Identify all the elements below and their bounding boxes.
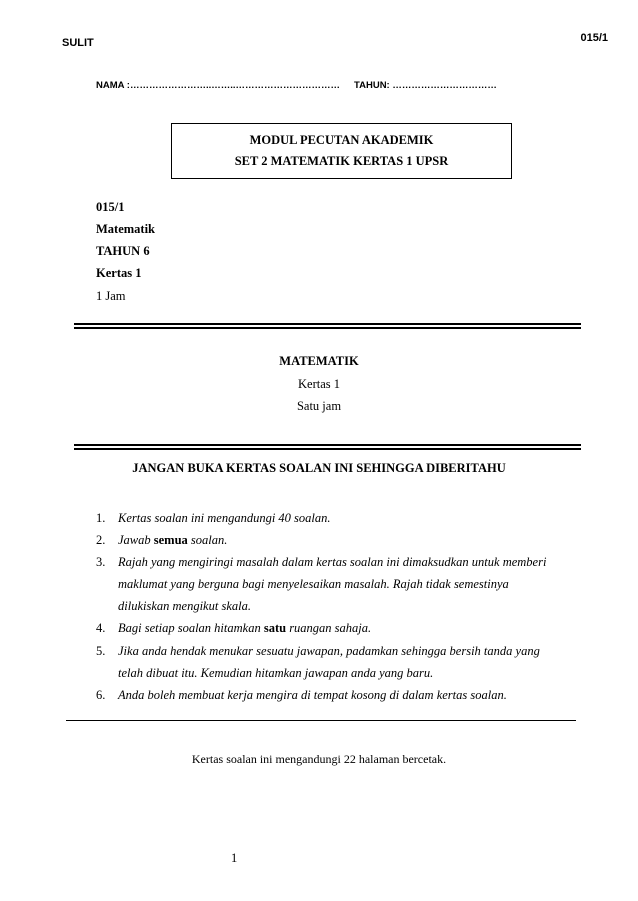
meta-paper: Kertas 1 [96,266,142,280]
instruction-3-cont-2: dilukiskan mengikut skala. [118,599,251,613]
instruction-emphasis: semua [153,533,188,547]
page-number: 1 [231,851,238,865]
meta-subject: Matematik [96,222,156,236]
meta-duration: 1 Jam [96,289,126,303]
name-field-label: NAMA :……………………..……..…………………………… [96,80,341,91]
warning-heading: JANGAN BUKA KERTAS SOALAN INI SEHINGGA DIBERITAHU [132,461,506,475]
instruction-1 [96,511,331,526]
instruction-text-pre: Bagi setiap soalan hitamkan [118,621,264,635]
instruction-number: 3. [96,555,106,569]
center-subject: MATEMATIK [279,354,359,368]
instruction-3 [96,555,546,570]
title-box [171,123,512,179]
single-rule [66,720,576,721]
center-time: Satu jam [296,399,342,413]
instruction-text: Jika anda hendak menukar sesuatu jawapan, padamkan sehingga bersih tanda yang [118,644,540,658]
title-line-1: MODUL PECUTAN AKADEMIK [249,133,434,147]
footer-page-count-note: Kertas soalan ini mengandungi 22 halaman bercetak. [191,752,447,766]
instruction-text: Rajah yang mengiringi masalah dalam kertas soalan ini dimaksudkan untuk memberi [118,555,547,569]
instruction-text-post: soalan. [187,533,228,547]
instruction-emphasis: satu [263,621,287,635]
instruction-4 [96,621,371,636]
instruction-2 [96,533,227,548]
instruction-number: 5. [96,644,106,658]
instruction-text: Anda boleh membuat kerja mengira di tempat kosong di dalam kertas soalan. [118,688,507,702]
meta-code: 015/1 [96,200,125,214]
year-field-label: TAHUN: …………………………… [354,80,497,91]
instruction-number: 4. [96,621,106,635]
instruction-text-post: ruangan sahaja. [286,621,372,635]
double-rule-bottom [74,444,581,450]
instruction-5 [96,644,540,659]
instruction-number: 2. [96,533,106,547]
meta-year: TAHUN 6 [96,244,150,258]
header-sulit: SULIT [62,37,94,49]
student-info-line [96,80,497,91]
center-paper: Kertas 1 [298,377,340,391]
instruction-number: 1. [96,511,106,525]
instruction-text: Kertas soalan ini mengandungi 40 soalan. [118,511,331,525]
instruction-5-cont-1: telah dibuat itu. Kemudian hitamkan jawapan anda yang baru. [118,666,434,680]
instruction-3-cont-1: maklumat yang berguna bagi menyelesaikan masalah. Rajah tidak semestinya [118,577,509,591]
instruction-6 [96,688,507,703]
title-line-2: SET 2 MATEMATIK KERTAS 1 UPSR [234,154,449,168]
header-code: 015/1 [580,32,608,44]
instruction-text-pre: Jawab [118,533,154,547]
double-rule-top [74,323,581,329]
instruction-number: 6. [96,688,106,702]
